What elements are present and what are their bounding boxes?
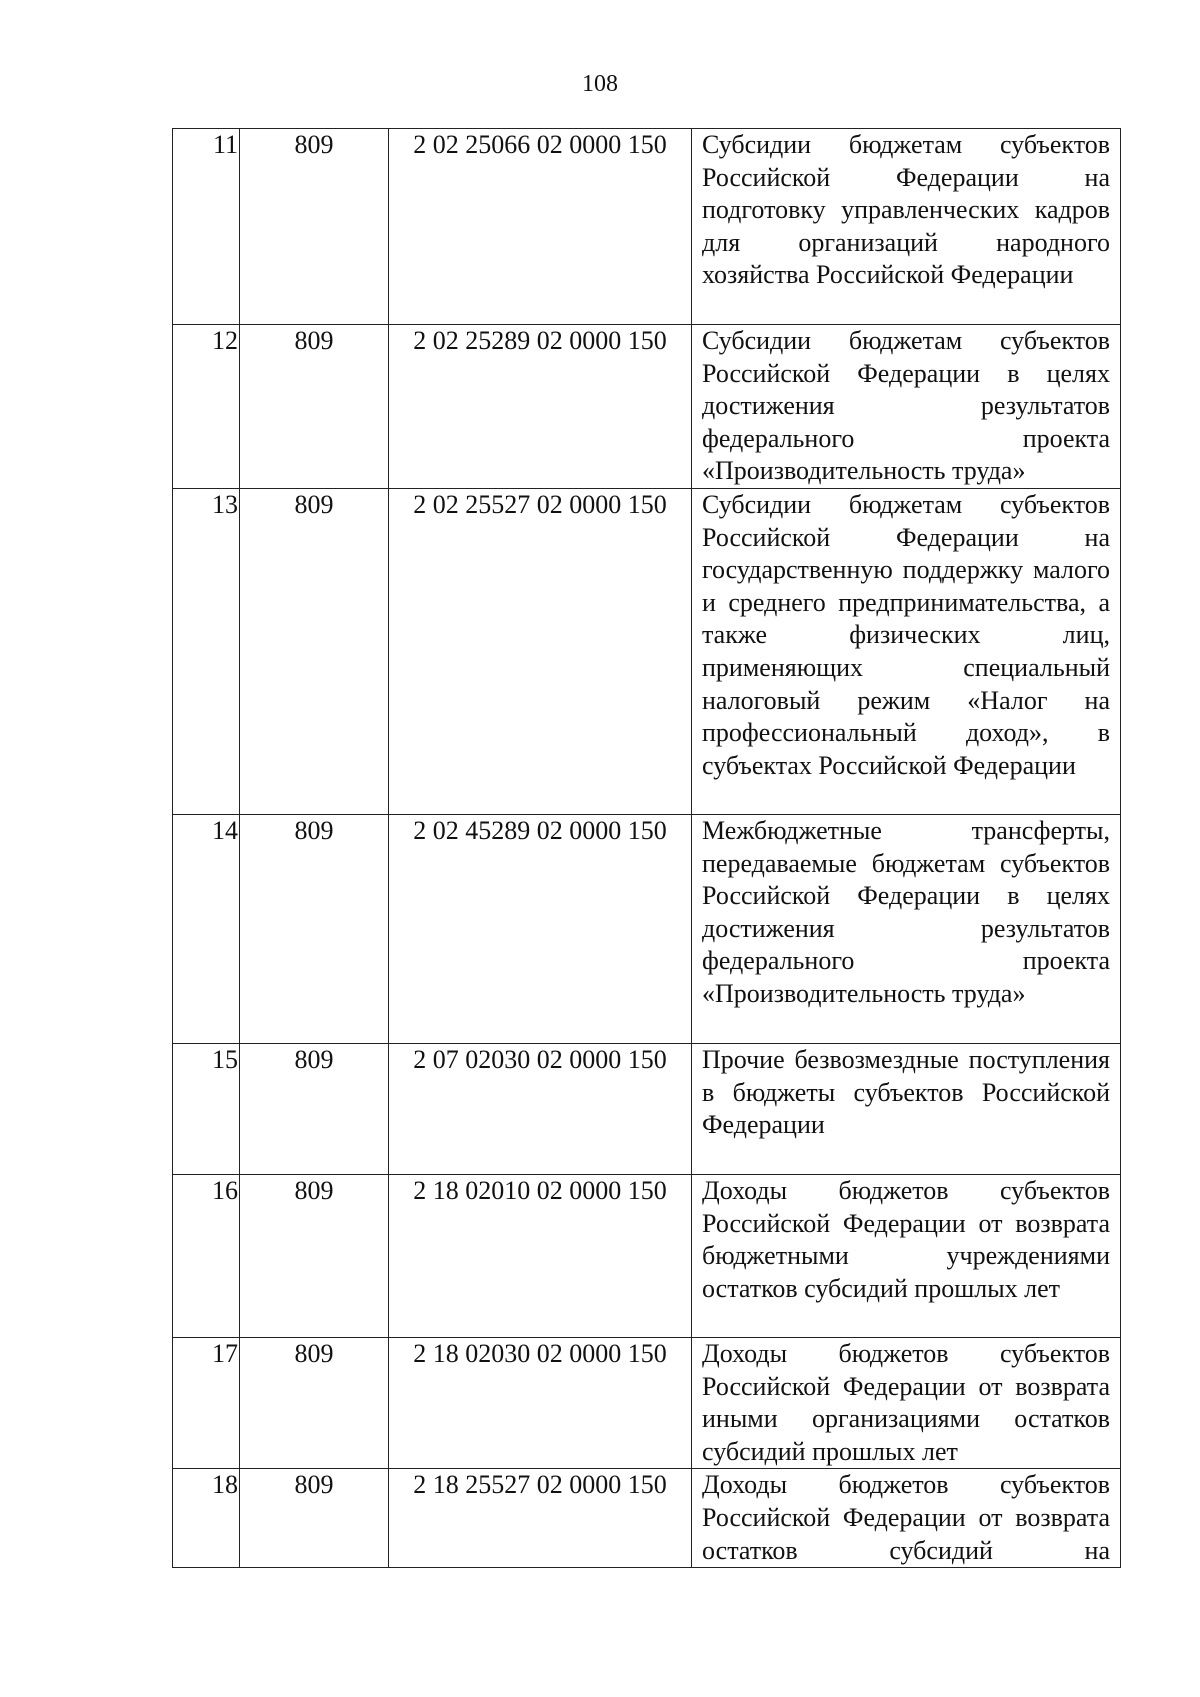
- administrator-code-cell: 809: [240, 488, 389, 814]
- administrator-code-cell: 809: [240, 325, 389, 489]
- income-name-cell: Субсидии бюджетам субъектов Российской Федерации в целях достижения результатов федерального проекта «Производительность труда»: [692, 325, 1121, 489]
- income-name-cell: Доходы бюджетов субъектов Российской Федерации от возврата остатков субсидий на: [692, 1469, 1121, 1568]
- budget-classification-code-cell: 2 02 25289 02 0000 150: [389, 325, 692, 489]
- row-number-cell: 17: [173, 1337, 240, 1468]
- table-row: [173, 325, 1121, 489]
- income-name-cell: Доходы бюджетов субъектов Российской Федерации от возврата иными организациями остатков субсидий прошлых лет: [692, 1337, 1121, 1468]
- budget-classification-code-cell: 2 02 25066 02 0000 150: [389, 129, 692, 325]
- table-row: [173, 1337, 1121, 1468]
- income-name-cell: Межбюджетные трансферты, передаваемые бюджетам субъектов Российской Федерации в целях достижения результатов федерального проекта «Производительность труда»: [692, 814, 1121, 1043]
- table-row: [173, 129, 1121, 325]
- administrator-code-cell: 809: [240, 1043, 389, 1174]
- income-name-cell: Субсидии бюджетам субъектов Российской Федерации на подготовку управленческих кадров для организаций народного хозяйства Российской Федерации: [692, 129, 1121, 325]
- row-number-cell: 18: [173, 1469, 240, 1568]
- row-number-cell: 12: [173, 325, 240, 489]
- row-number-cell: 15: [173, 1043, 240, 1174]
- budget-classification-code-cell: 2 18 02010 02 0000 150: [389, 1174, 692, 1337]
- administrator-code-cell: 809: [240, 1469, 389, 1568]
- administrator-code-cell: 809: [240, 814, 389, 1043]
- table-row: [173, 1174, 1121, 1337]
- page-number: 108: [582, 71, 618, 97]
- administrator-code-cell: 809: [240, 1174, 389, 1337]
- budget-classification-code-cell: 2 02 25527 02 0000 150: [389, 488, 692, 814]
- table-row: [173, 1043, 1121, 1174]
- row-number-cell: 13: [173, 488, 240, 814]
- budget-classification-code-cell: 2 18 25527 02 0000 150: [389, 1469, 692, 1568]
- budget-classification-code-cell: 2 02 45289 02 0000 150: [389, 814, 692, 1043]
- administrator-code-cell: 809: [240, 129, 389, 325]
- income-name-cell: Субсидии бюджетам субъектов Российской Федерации на государственную поддержку малого и среднего предпринимательства, а также физических лиц, применяющих специальный налоговый режим «Налог на профессиональный доход», в субъектах Российской Федерации: [692, 488, 1121, 814]
- budget-classification-code-cell: 2 07 02030 02 0000 150: [389, 1043, 692, 1174]
- income-name-cell: Прочие безвозмездные поступления в бюджеты субъектов Российской Федерации: [692, 1043, 1121, 1174]
- table-row: [173, 1469, 1121, 1568]
- row-number-cell: 14: [173, 814, 240, 1043]
- row-number-cell: 11: [173, 129, 240, 325]
- administrator-code-cell: 809: [240, 1337, 389, 1468]
- table-row: [173, 814, 1121, 1043]
- income-name-cell: Доходы бюджетов субъектов Российской Федерации от возврата бюджетными учреждениями остатков субсидий прошлых лет: [692, 1174, 1121, 1337]
- row-number-cell: 16: [173, 1174, 240, 1337]
- budget-classification-code-cell: 2 18 02030 02 0000 150: [389, 1337, 692, 1468]
- budget-codes-table: [172, 128, 1121, 1568]
- table-row: [173, 488, 1121, 814]
